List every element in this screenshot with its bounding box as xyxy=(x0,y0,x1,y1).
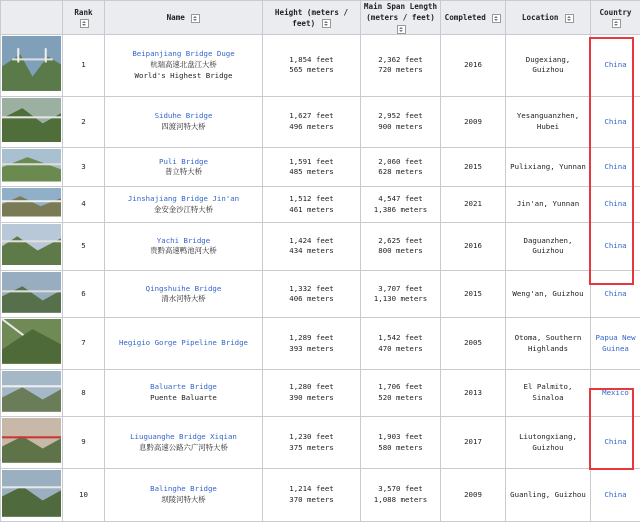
bridge-link[interactable]: Beipanjiang Bridge Duge xyxy=(132,49,234,58)
country-cell xyxy=(591,148,640,187)
span-cell: 2,362 feet 720 meters xyxy=(361,35,441,97)
height-cell: 1,591 feet 485 meters xyxy=(263,148,361,187)
completed-cell: 2009 xyxy=(441,468,506,522)
bridge-photo[interactable] xyxy=(2,371,61,412)
location-cell: Guanling, Guizhou xyxy=(506,468,591,522)
country-cell xyxy=(591,369,640,416)
location-cell: Jin'an, Yunnan xyxy=(506,187,591,222)
bridge-photo-cell xyxy=(1,271,63,318)
table-row xyxy=(1,35,640,97)
rank-cell: 9 xyxy=(63,417,105,468)
country-link[interactable]: China xyxy=(604,490,626,499)
bridge-link[interactable]: Puli Bridge xyxy=(159,157,208,166)
country-link[interactable]: China xyxy=(604,60,626,69)
sort-icon[interactable] xyxy=(397,25,406,34)
sort-icon[interactable] xyxy=(565,14,574,23)
height-cell: 1,854 feet 565 meters xyxy=(263,35,361,97)
bridge-photo[interactable] xyxy=(2,98,61,143)
table-row xyxy=(1,96,640,147)
completed-cell: 2015 xyxy=(441,271,506,318)
country-cell xyxy=(591,222,640,270)
name-cell xyxy=(105,318,263,369)
country-cell xyxy=(591,271,640,318)
rank-cell: 1 xyxy=(63,35,105,97)
span-cell: 4,547 feet 1,386 meters xyxy=(361,187,441,222)
completed-cell: 2013 xyxy=(441,369,506,416)
country-link[interactable]: China xyxy=(604,289,626,298)
country-cell xyxy=(591,318,640,369)
bridge-link[interactable]: Siduhe Bridge xyxy=(155,111,213,120)
completed-cell: 2021 xyxy=(441,187,506,222)
completed-cell: 2009 xyxy=(441,96,506,147)
rank-cell: 6 xyxy=(63,271,105,318)
country-link[interactable]: Mexico xyxy=(602,388,629,397)
height-cell: 1,512 feet 461 meters xyxy=(263,187,361,222)
name-header[interactable]: Name xyxy=(105,1,263,35)
country-link[interactable]: China xyxy=(604,117,626,126)
bridge-photo[interactable] xyxy=(2,319,61,364)
sort-icon[interactable] xyxy=(80,19,89,28)
bridge-photo[interactable] xyxy=(2,470,61,517)
name-cell: Balinghe Bridge 坝陵河特大桥 xyxy=(105,468,263,522)
country-link[interactable]: China xyxy=(604,437,626,446)
rank-cell: 2 xyxy=(63,96,105,147)
span-header[interactable]: Main Span Length (meters / feet) xyxy=(361,1,441,35)
bridge-photo[interactable] xyxy=(2,224,61,266)
table-row xyxy=(1,148,640,187)
table-row xyxy=(1,271,640,318)
bridge-photo-cell xyxy=(1,468,63,522)
table-row xyxy=(1,318,640,369)
height-cell: 1,289 feet 393 meters xyxy=(263,318,361,369)
table-row xyxy=(1,369,640,416)
span-cell: 1,706 feet 520 meters xyxy=(361,369,441,416)
name-cell: Liuguanghe Bridge Xiqian 息黔高速公路六广河特大桥 xyxy=(105,417,263,468)
bridge-link[interactable]: Yachi Bridge xyxy=(157,236,210,245)
bridge-link[interactable]: Liuguanghe Bridge Xiqian xyxy=(130,432,237,441)
completed-cell: 2005 xyxy=(441,318,506,369)
completed-cell: 2016 xyxy=(441,222,506,270)
bridge-link[interactable]: Baluarte Bridge xyxy=(150,382,217,391)
rank-cell: 5 xyxy=(63,222,105,270)
span-cell: 3,707 feet 1,130 meters xyxy=(361,271,441,318)
country-cell xyxy=(591,96,640,147)
bridge-photo-cell xyxy=(1,148,63,187)
span-cell: 2,952 feet 900 meters xyxy=(361,96,441,147)
location-cell: Liutongxiang, Guizhou xyxy=(506,417,591,468)
country-link[interactable]: China xyxy=(604,162,626,171)
country-link[interactable]: China xyxy=(604,241,626,250)
country-cell xyxy=(591,417,640,468)
location-cell: Daguanzhen, Guizhou xyxy=(506,222,591,270)
name-cell: Yachi Bridge 贵黔高速鸭池河大桥 xyxy=(105,222,263,270)
bridge-photo-cell xyxy=(1,318,63,369)
span-cell: 3,570 feet 1,088 meters xyxy=(361,468,441,522)
country-cell xyxy=(591,35,640,97)
bridge-photo-cell xyxy=(1,35,63,97)
name-cell: Siduhe Bridge 四渡河特大桥 xyxy=(105,96,263,147)
bridge-photo[interactable] xyxy=(2,149,61,182)
country-header[interactable]: Country xyxy=(591,1,640,35)
bridge-photo[interactable] xyxy=(2,188,61,216)
bridge-photo[interactable] xyxy=(2,36,61,91)
bridge-photo-cell xyxy=(1,417,63,468)
location-cell: El Palmito, Sinaloa xyxy=(506,369,591,416)
height-cell: 1,332 feet 406 meters xyxy=(263,271,361,318)
name-cell: Baluarte Bridge Puente Baluarte xyxy=(105,369,263,416)
rank-cell: 7 xyxy=(63,318,105,369)
rank-cell: 10 xyxy=(63,468,105,522)
image-header xyxy=(1,1,63,35)
span-cell: 1,542 feet 470 meters xyxy=(361,318,441,369)
bridge-link[interactable]: Jinshajiang Bridge Jin'an xyxy=(128,194,239,203)
height-cell: 1,280 feet 390 meters xyxy=(263,369,361,416)
bridge-photo-cell xyxy=(1,187,63,222)
location-cell: Otoma, Southern Highlands xyxy=(506,318,591,369)
country-link[interactable]: Papua New Guinea xyxy=(595,333,635,353)
bridge-link[interactable]: Balinghe Bridge xyxy=(150,484,217,493)
sort-icon[interactable] xyxy=(612,19,621,28)
bridge-link[interactable]: Qingshuihe Bridge xyxy=(146,284,222,293)
height-cell: 1,214 feet 370 meters xyxy=(263,468,361,522)
completed-cell: 2017 xyxy=(441,417,506,468)
location-cell: Dugexiang, Guizhou xyxy=(506,35,591,97)
sort-icon[interactable] xyxy=(191,14,200,23)
completed-cell: 2015 xyxy=(441,148,506,187)
location-cell: Pulixiang, Yunnan xyxy=(506,148,591,187)
location-header[interactable]: Location xyxy=(506,1,591,35)
rank-cell: 3 xyxy=(63,148,105,187)
name-cell: Qingshuihe Bridge 清水河特大桥 xyxy=(105,271,263,318)
height-cell: 1,627 feet 496 meters xyxy=(263,96,361,147)
header-row xyxy=(1,1,640,35)
table-row xyxy=(1,417,640,468)
bridge-photo[interactable] xyxy=(2,418,61,463)
height-cell: 1,424 feet 434 meters xyxy=(263,222,361,270)
rank-cell: 4 xyxy=(63,187,105,222)
location-cell: Yesanguanzhen, Hubei xyxy=(506,96,591,147)
completed-header[interactable]: Completed xyxy=(441,1,506,35)
table-row xyxy=(1,187,640,222)
name-cell: Beipanjiang Bridge Duge 杭瑞高速北盘江大桥 World's Highest Bridge xyxy=(105,35,263,97)
name-cell: Jinshajiang Bridge Jin'an 金安金沙江特大桥 xyxy=(105,187,263,222)
name-cell: Puli Bridge 普立特大桥 xyxy=(105,148,263,187)
bridge-photo-cell xyxy=(1,96,63,147)
table-row xyxy=(1,222,640,270)
country-cell xyxy=(591,468,640,522)
rank-header[interactable]: Rank xyxy=(63,1,105,35)
bridge-photo-cell xyxy=(1,369,63,416)
span-cell: 2,060 feet 628 meters xyxy=(361,148,441,187)
sort-icon[interactable] xyxy=(492,14,501,23)
country-cell xyxy=(591,187,640,222)
completed-cell: 2016 xyxy=(441,35,506,97)
sort-icon[interactable] xyxy=(322,19,331,28)
table-row xyxy=(1,468,640,522)
bridge-photo-cell xyxy=(1,222,63,270)
country-link[interactable]: China xyxy=(604,199,626,208)
height-header[interactable]: Height (meters / feet) xyxy=(263,1,361,35)
span-cell: 1,903 feet 580 meters xyxy=(361,417,441,468)
rank-cell: 8 xyxy=(63,369,105,416)
bridge-link[interactable]: Hegigio Gorge Pipeline Bridge xyxy=(119,338,248,347)
bridge-photo[interactable] xyxy=(2,272,61,313)
height-cell: 1,230 feet 375 meters xyxy=(263,417,361,468)
location-cell: Weng'an, Guizhou xyxy=(506,271,591,318)
span-cell: 2,625 feet 800 meters xyxy=(361,222,441,270)
